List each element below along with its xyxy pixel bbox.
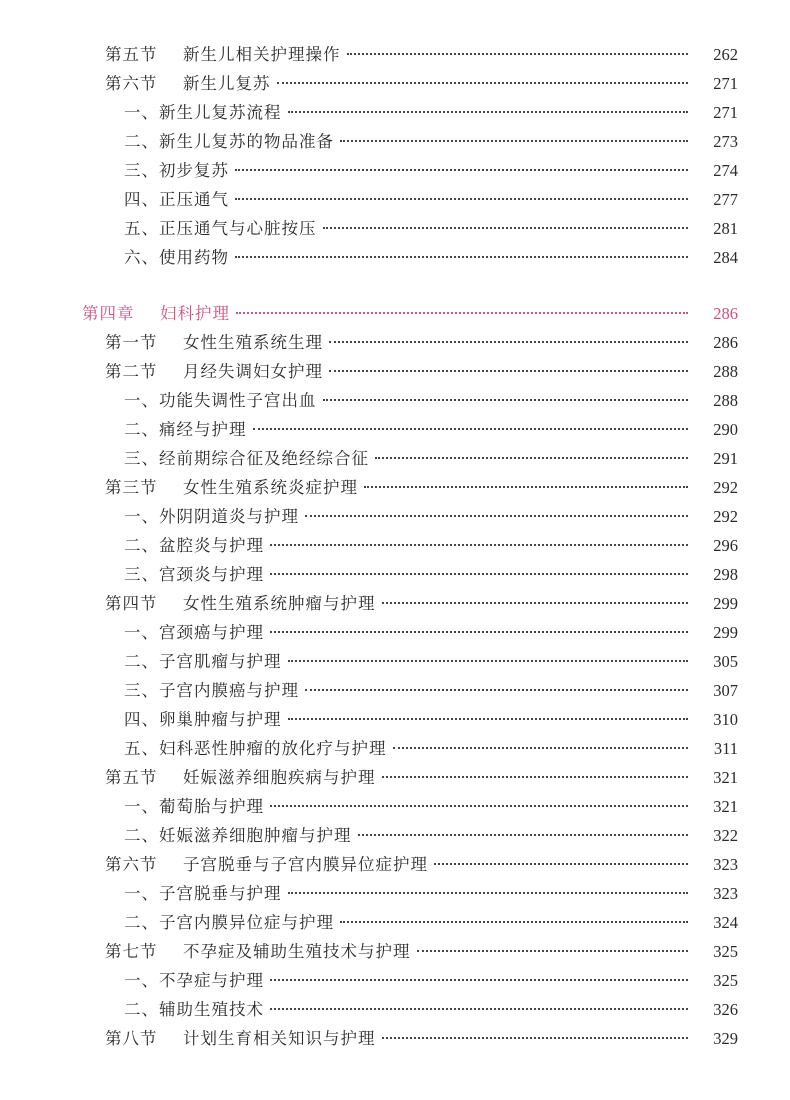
toc-item-row <box>0 214 790 243</box>
toc-item-row <box>0 156 790 185</box>
dot-leader <box>340 921 688 923</box>
dot-leader <box>270 805 688 807</box>
dot-leader <box>305 689 688 691</box>
toc-page-number: 271 <box>713 103 738 122</box>
toc-page-number: 305 <box>713 652 738 671</box>
toc-page-number: 326 <box>713 1000 738 1019</box>
toc-section-title: 女性生殖系统肿瘤与护理 <box>183 594 376 613</box>
toc-item-title: 四、卵巢肿瘤与护理 <box>124 710 282 729</box>
toc-item-title: 一、子宫脱垂与护理 <box>124 884 282 903</box>
toc-section-number: 第七节 <box>105 942 158 961</box>
toc-section-number: 第二节 <box>105 362 158 381</box>
toc-page-number: 325 <box>713 942 738 961</box>
toc-section-number: 第六节 <box>105 74 158 93</box>
toc-chapter-row <box>0 299 790 328</box>
toc-section-title: 妊娠滋养细胞疾病与护理 <box>183 768 376 787</box>
dot-leader <box>323 399 689 401</box>
toc-item-title: 一、宫颈癌与护理 <box>124 623 264 642</box>
toc-item-title: 二、盆腔炎与护理 <box>124 536 264 555</box>
dot-leader <box>270 544 688 546</box>
toc-page-number: 296 <box>713 536 738 555</box>
table-of-contents <box>0 40 790 1053</box>
dot-leader <box>347 53 689 55</box>
dot-leader <box>270 573 688 575</box>
toc-section-title: 女性生殖系统生理 <box>183 333 323 352</box>
toc-page-number: 307 <box>713 681 738 700</box>
toc-page-number: 298 <box>713 565 738 584</box>
dot-leader <box>235 256 688 258</box>
dot-leader <box>288 111 689 113</box>
toc-item-title: 二、妊娠滋养细胞肿瘤与护理 <box>124 826 352 845</box>
dot-leader <box>382 776 689 778</box>
toc-item-title: 二、子宫肌瘤与护理 <box>124 652 282 671</box>
dot-leader <box>235 169 688 171</box>
toc-section-number: 第八节 <box>105 1029 158 1048</box>
toc-page-number: 290 <box>713 420 738 439</box>
dot-leader <box>288 660 689 662</box>
dot-leader <box>288 892 689 894</box>
toc-section-row <box>0 763 790 792</box>
toc-item-row <box>0 243 790 272</box>
toc-page-number: 291 <box>713 449 738 468</box>
toc-section-number: 第五节 <box>105 768 158 787</box>
dot-leader <box>434 863 688 865</box>
toc-item-title: 一、功能失调性子宫出血 <box>124 391 317 410</box>
dot-leader <box>236 312 688 314</box>
toc-page-number: 321 <box>713 797 738 816</box>
toc-item-title: 六、使用药物 <box>124 248 229 267</box>
toc-item-title: 一、新生儿复苏流程 <box>124 103 282 122</box>
toc-item-title: 一、葡萄胎与护理 <box>124 797 264 816</box>
toc-section-row <box>0 69 790 98</box>
toc-item-row <box>0 415 790 444</box>
toc-item-row <box>0 618 790 647</box>
dot-leader <box>235 198 688 200</box>
toc-item-row <box>0 676 790 705</box>
toc-item-row <box>0 185 790 214</box>
toc-section-title: 女性生殖系统炎症护理 <box>183 478 358 497</box>
toc-page-number: 292 <box>713 507 738 526</box>
toc-section-title: 子宫脱垂与子宫内膜异位症护理 <box>183 855 428 874</box>
toc-item-row <box>0 792 790 821</box>
dot-leader <box>358 834 689 836</box>
toc-item-title: 二、新生儿复苏的物品准备 <box>124 132 334 151</box>
toc-section-number: 第三节 <box>105 478 158 497</box>
dot-leader <box>340 140 688 142</box>
toc-item-title: 二、辅助生殖技术 <box>124 1000 264 1019</box>
toc-chapter-title: 妇科护理 <box>160 304 230 323</box>
toc-item-title: 三、初步复苏 <box>124 161 229 180</box>
toc-item-title: 二、子宫内膜异位症与护理 <box>124 913 334 932</box>
toc-section-row <box>0 357 790 386</box>
dot-leader <box>253 428 689 430</box>
toc-page-number: 324 <box>713 913 738 932</box>
toc-page-number: 273 <box>713 132 738 151</box>
toc-page-number: 299 <box>713 594 738 613</box>
toc-item-row <box>0 127 790 156</box>
toc-page-number: 322 <box>713 826 738 845</box>
dot-leader <box>329 341 688 343</box>
dot-leader <box>288 718 689 720</box>
dot-leader <box>270 1008 688 1010</box>
toc-page-number: 323 <box>713 884 738 903</box>
toc-section-title: 不孕症及辅助生殖技术与护理 <box>183 942 411 961</box>
toc-section-title: 新生儿复苏 <box>183 74 271 93</box>
dot-leader <box>323 227 689 229</box>
toc-section-number: 第四节 <box>105 594 158 613</box>
dot-leader <box>382 602 689 604</box>
toc-item-title: 四、正压通气 <box>124 190 229 209</box>
toc-page-number: 281 <box>713 219 738 238</box>
toc-page-number: 284 <box>713 248 738 267</box>
toc-item-title: 三、宫颈炎与护理 <box>124 565 264 584</box>
toc-section-title: 月经失调妇女护理 <box>183 362 323 381</box>
toc-item-row <box>0 386 790 415</box>
toc-page-number: 321 <box>713 768 738 787</box>
dot-leader <box>305 515 688 517</box>
toc-page-number: 311 <box>713 739 738 758</box>
toc-item-row <box>0 647 790 676</box>
toc-item-row <box>0 531 790 560</box>
toc-item-row <box>0 821 790 850</box>
toc-page-number: 292 <box>713 478 738 497</box>
toc-page-number: 310 <box>713 710 738 729</box>
toc-item-row <box>0 502 790 531</box>
toc-item-title: 三、子宫内膜癌与护理 <box>124 681 299 700</box>
toc-item-row <box>0 995 790 1024</box>
toc-chapter-number: 第四章 <box>82 304 135 323</box>
toc-section-row <box>0 937 790 966</box>
dot-leader <box>270 631 688 633</box>
toc-page-number: 288 <box>713 391 738 410</box>
dot-leader <box>277 82 689 84</box>
dot-leader <box>270 979 688 981</box>
toc-item-title: 五、正压通气与心脏按压 <box>124 219 317 238</box>
dot-leader <box>393 747 689 749</box>
toc-item-title: 一、不孕症与护理 <box>124 971 264 990</box>
toc-page-number: 286 <box>713 333 738 352</box>
toc-page-number: 286 <box>713 304 738 323</box>
dot-leader <box>417 950 689 952</box>
toc-section-row <box>0 40 790 69</box>
toc-page-number: 299 <box>713 623 738 642</box>
toc-page-number: 325 <box>713 971 738 990</box>
toc-page-number: 262 <box>713 45 738 64</box>
toc-section-number: 第五节 <box>105 45 158 64</box>
toc-section-row <box>0 850 790 879</box>
toc-item-title: 五、妇科恶性肿瘤的放化疗与护理 <box>124 739 387 758</box>
toc-item-row <box>0 879 790 908</box>
dot-leader <box>364 486 688 488</box>
toc-item-row <box>0 705 790 734</box>
toc-item-row <box>0 560 790 589</box>
toc-item-row <box>0 908 790 937</box>
toc-section-row <box>0 328 790 357</box>
toc-section-row <box>0 1024 790 1053</box>
toc-page-number: 329 <box>713 1029 738 1048</box>
toc-section-row <box>0 589 790 618</box>
toc-item-row <box>0 98 790 127</box>
toc-item-row <box>0 734 790 763</box>
toc-item-title: 一、外阴阴道炎与护理 <box>124 507 299 526</box>
dot-leader <box>329 370 688 372</box>
toc-item-title: 二、痛经与护理 <box>124 420 247 439</box>
toc-page-number: 274 <box>713 161 738 180</box>
dot-leader <box>375 457 688 459</box>
toc-section-number: 第一节 <box>105 333 158 352</box>
toc-page-number: 323 <box>713 855 738 874</box>
toc-item-row <box>0 444 790 473</box>
toc-section-title: 新生儿相关护理操作 <box>183 45 341 64</box>
toc-page-number: 277 <box>713 190 738 209</box>
toc-page-number: 271 <box>713 74 738 93</box>
toc-section-number: 第六节 <box>105 855 158 874</box>
dot-leader <box>382 1037 689 1039</box>
toc-section-title: 计划生育相关知识与护理 <box>183 1029 376 1048</box>
toc-item-title: 三、经前期综合征及绝经综合征 <box>124 449 369 468</box>
toc-section-row <box>0 473 790 502</box>
toc-page-number: 288 <box>713 362 738 381</box>
toc-item-row <box>0 966 790 995</box>
